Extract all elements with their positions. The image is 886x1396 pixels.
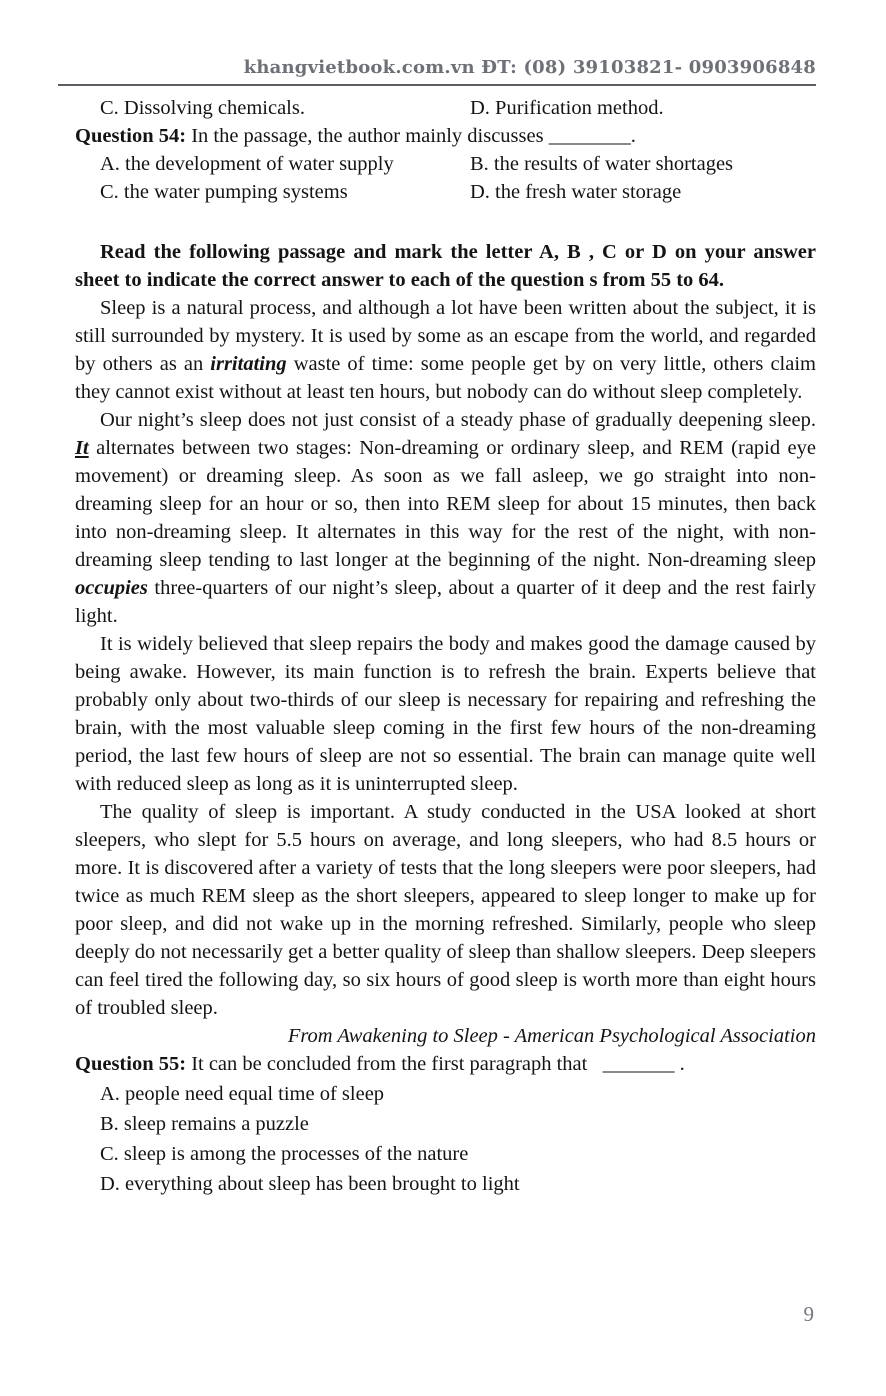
passage-attribution: From Awakening to Sleep - American Psychological Association bbox=[287, 1025, 816, 1047]
reading-instruction: Read the following passage and mark the letter A, B , C or D on your answer sheet to indicate the correct answer to each of the question s from 55 to 64. bbox=[75, 241, 816, 291]
previous-question-option-d: D. Purification method. bbox=[470, 97, 664, 119]
previous-question-options-row bbox=[75, 94, 816, 122]
question-54-option-b: B. the results of water shortages bbox=[470, 153, 734, 175]
page-number: 9 bbox=[803, 1302, 814, 1326]
question-55-option-a: A. people need equal time of sleep bbox=[100, 1083, 385, 1105]
header-rule bbox=[58, 84, 816, 86]
page-content bbox=[75, 94, 816, 1198]
passage-paragraph-4: The quality of sleep is important. A study conducted in the USA looked at short sleepers, who slept for 5.5 hours on average, and long sleepers, who had 8.5 hours or more. It is discovered after a variety of tests that the long sleepers were poor sleepers, had twice as much REM sleep as the short sleepers, appeared to sleep longer to make up for poor sleep, and did not wake up in the morning refreshed. Similarly, people who sleep deeply do not necessarily get a better quality of sleep than shallow sleepers. Deep sleepers can feel tired the following day, so six hours of good sleep is worth more than eight hours of troubled sleep. bbox=[75, 801, 816, 1019]
question-55-option-d: D. everything about sleep has been brought to light bbox=[100, 1173, 520, 1195]
question-54-label: Question 54: bbox=[75, 125, 187, 147]
question-55-label: Question 55: bbox=[75, 1053, 187, 1075]
previous-question-option-c: C. Dissolving chemicals. bbox=[100, 97, 305, 119]
question-54-option-a: A. the development of water supply bbox=[100, 153, 394, 175]
question-54-option-d: D. the fresh water storage bbox=[470, 181, 682, 203]
question-55-stem-line bbox=[75, 1050, 816, 1078]
question-54-options-row-2 bbox=[75, 178, 816, 206]
passage-paragraph-2: Our night’s sleep does not just consist of a steady phase of gradually deepening sleep. It alternates between two stages: Non-dreaming or ordinary sleep, and REM (rapid eye movement) or dreaming sleep. As soon as we fall asleep, we go straight into non-dreaming sleep for an hour or so, then into REM sleep for about 15 minutes, then back into non-dreaming sleep. It alternates in this way for the rest of the night, with non-dreaming sleep tending to last longer at the beginning of the night. Non-dreaming sleep occupies three-quarters of our night’s sleep, about a quarter of it deep and the rest fairly light. bbox=[75, 409, 816, 627]
question-55-option-b: B. sleep remains a puzzle bbox=[100, 1113, 309, 1135]
question-54-options-row-1 bbox=[75, 150, 816, 178]
question-54-stem: In the passage, the author mainly discusses ________. bbox=[186, 125, 636, 147]
question-55-stem: It can be concluded from the first paragraph that _______ . bbox=[186, 1053, 685, 1075]
passage-paragraph-3: It is widely believed that sleep repairs the body and makes good the damage caused by being awake. However, its main function is to refresh the brain. Experts believe that probably only about two-thirds of our sleep is necessary for repairing and refreshing the brain, with the most valuable sleep coming in the first few hours of the non-dreaming period, the last few hours of sleep are not so essential. The brain can manage quite well with reduced sleep as long as it is uninterrupted sleep. bbox=[75, 633, 816, 795]
question-55-option-c: C. sleep is among the processes of the nature bbox=[100, 1143, 469, 1165]
passage-paragraph-1: Sleep is a natural process, and although a lot have been written about the subject, it is still surrounded by mystery. It is used by some as an escape from the world, and regarded by others as an irritating waste of time: some people get by on very little, others claim they cannot exist without at least ten hours, but nobody can do without sleep completely. bbox=[75, 297, 816, 403]
header-contact-text: khangvietbook.com.vn ĐT: (08) 39103821- 0903906848 bbox=[243, 57, 816, 78]
question-54-stem-line bbox=[75, 122, 816, 150]
book-page bbox=[0, 56, 886, 1396]
question-54-option-c: C. the water pumping systems bbox=[100, 181, 348, 203]
